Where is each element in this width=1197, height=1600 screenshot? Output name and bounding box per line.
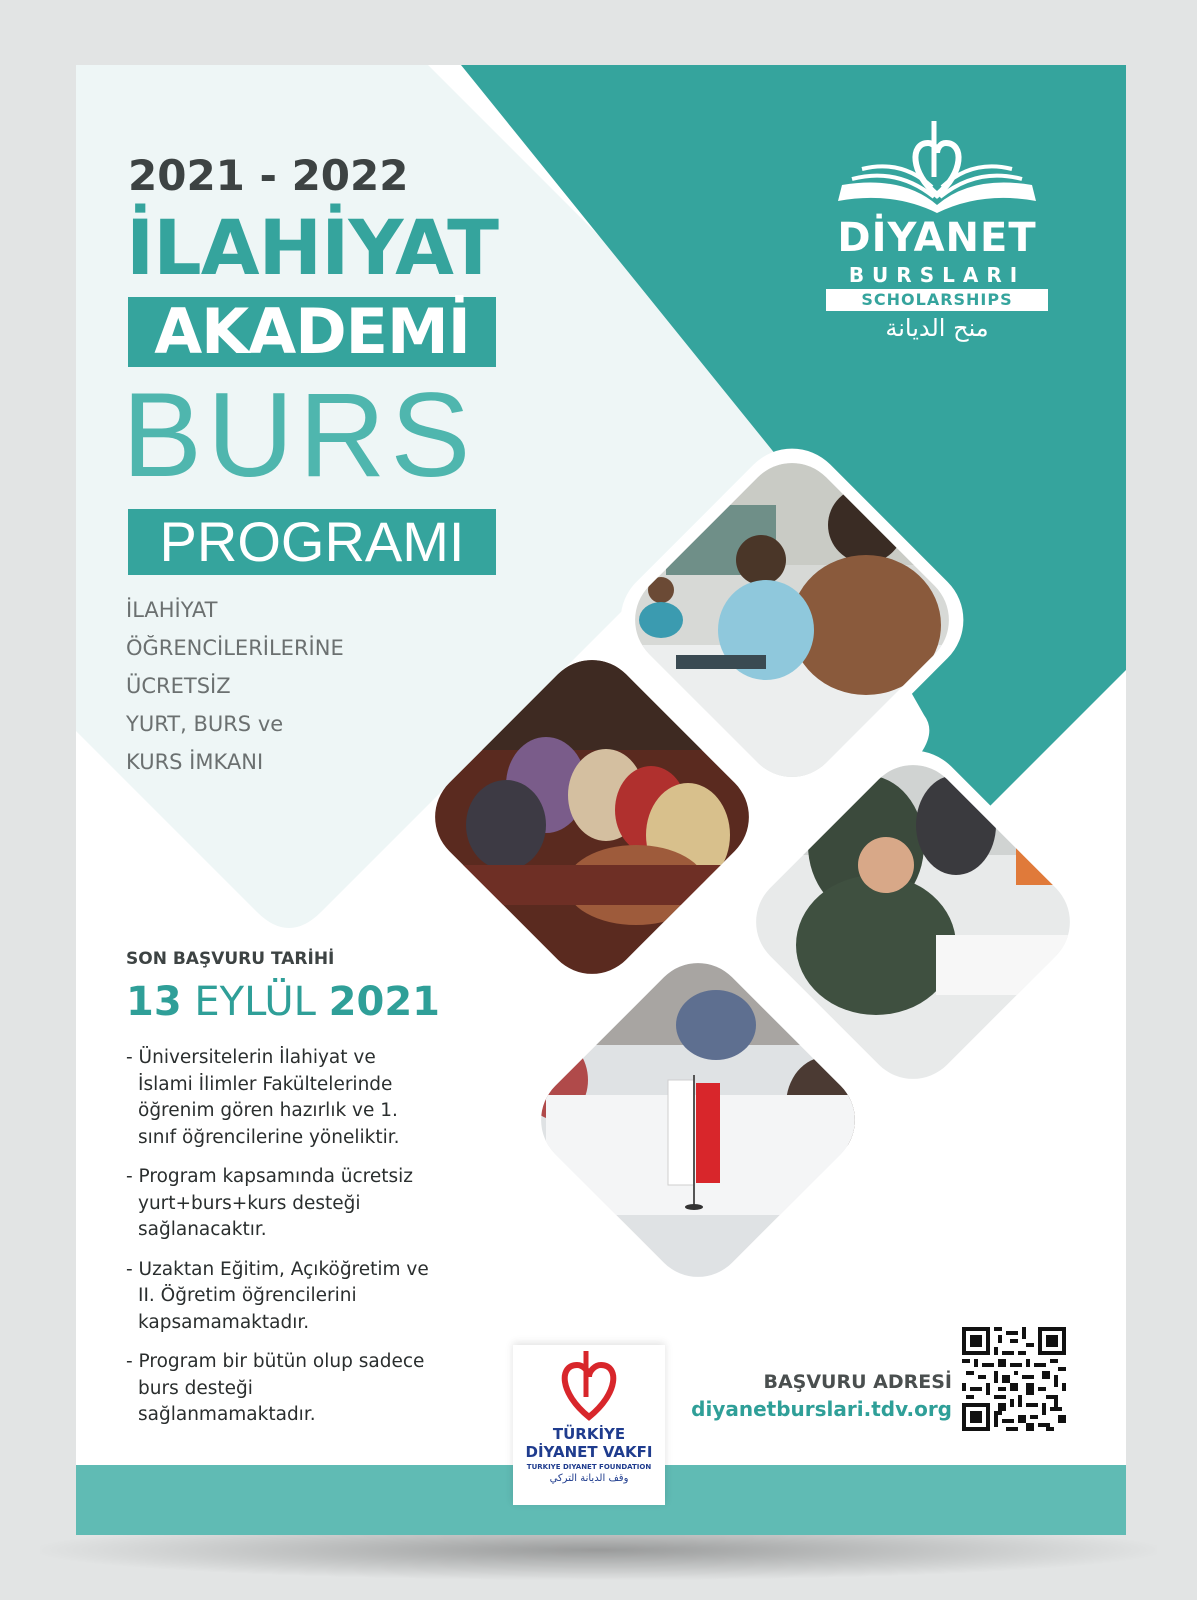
subtitle-line: YURT, BURS ve — [126, 712, 284, 736]
list-item: - Üniversitelerin İlahiyat ve İslami İlimler Fakültelerinde öğrenim gören hazırlık ve 1. sınıf öğrencilerine yöneliktir. — [126, 1047, 400, 1148]
foundation-name-arabic: وقف الديانة التركي — [549, 1473, 629, 1484]
subtitle-line: KURS İMKANI — [126, 750, 264, 774]
deadline-day: 13 — [126, 979, 182, 1025]
foundation-name-line1: TÜRKİYE — [552, 1425, 626, 1443]
title-programi: PROGRAMI — [128, 509, 496, 575]
application-url[interactable]: diyanetburslari.tdv.org — [691, 1397, 952, 1421]
subtitle-line: ÜCRETSİZ — [126, 674, 231, 698]
title-akademi: AKADEMİ — [128, 297, 496, 367]
eligibility-list — [126, 1045, 436, 1442]
subtitle-line: İLAHİYAT — [126, 598, 218, 622]
foundation-name-line2: DİYANET VAKFI — [525, 1443, 653, 1461]
list-item: - Program bir bütün olup sadece burs desteği sağlanmamaktadır. — [126, 1351, 425, 1425]
scholarship-poster — [76, 65, 1126, 1535]
subtitle-line: ÖĞRENCİLERİLERİNE — [126, 636, 344, 660]
foundation-logo — [513, 1345, 665, 1505]
deadline-label: SON BAŞVURU TARİHİ — [126, 949, 335, 969]
list-item: - Uzaktan Eğitim, Açıköğretim ve II. Öğretim öğrencilerini kapsamamaktadır. — [126, 1258, 429, 1333]
logo-burslari-text: BURSLARI — [848, 263, 1026, 287]
program-years: 2021 - 2022 — [128, 151, 409, 200]
list-item: - Program kapsamında ücretsiz yurt+burs+kurs desteği sağlanacaktır. — [126, 1166, 414, 1240]
deadline-month: EYLÜL — [194, 979, 316, 1025]
qr-code-icon[interactable] — [962, 1327, 1066, 1431]
deadline-date — [126, 979, 440, 1025]
logo-scholarships-band: SCHOLARSHIPS — [826, 289, 1048, 311]
application-label: BAŞVURU ADRESİ — [763, 1371, 952, 1393]
logo-diyanet-text: DİYANET — [837, 215, 1037, 261]
subtitle-block — [126, 591, 344, 781]
deadline-year: 2021 — [328, 979, 440, 1025]
diyanet-burslari-logo — [822, 117, 1052, 342]
logo-arabic-text: منح الديانة — [885, 314, 989, 342]
open-book-heart-icon — [822, 117, 1052, 217]
title-ilahiyat: İLAHİYAT — [126, 203, 498, 292]
foundation-name-english: TURKIYE DIYANET FOUNDATION — [526, 1463, 652, 1471]
title-burs: BURS — [122, 368, 476, 502]
